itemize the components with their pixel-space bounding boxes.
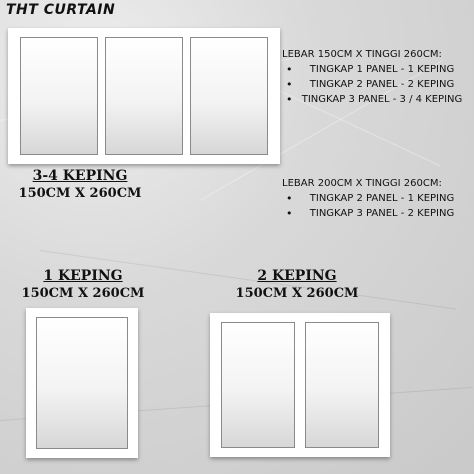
window-pane (20, 37, 98, 155)
spec-item: • TINGKAP 3 PANEL - 2 KEPING (286, 207, 455, 220)
spec-item: • TINGKAP 3 PANEL - 3 / 4 KEPING (286, 93, 463, 106)
window-pane (105, 37, 183, 155)
window-pane (190, 37, 268, 155)
three-panel-window (8, 28, 280, 164)
two-panel-caption (222, 268, 372, 301)
brand-logo: THT CURTAIN (6, 2, 116, 18)
spec-block-150 (282, 47, 472, 107)
spec-heading: LEBAR 150CM X TINGGI 260CM: (282, 49, 442, 60)
three-panel-title: 3-4 KEPING (32, 168, 128, 184)
two-panel-size: 150CM X 260CM (235, 286, 359, 301)
window-pane (305, 322, 379, 448)
spec-heading: LEBAR 200CM X TINGGI 260CM: (282, 178, 442, 189)
three-panel-caption (10, 168, 150, 201)
three-panel-size: 150CM X 260CM (18, 186, 142, 201)
one-panel-window (26, 308, 138, 458)
spec-item: • TINGKAP 1 PANEL - 1 KEPING (286, 63, 455, 76)
window-pane (221, 322, 295, 448)
spec-block-200 (282, 176, 472, 221)
one-panel-caption (18, 268, 148, 301)
window-pane (36, 317, 128, 449)
spec-item: • TINGKAP 2 PANEL - 1 KEPING (286, 192, 455, 205)
two-panel-title: 2 KEPING (257, 268, 337, 284)
spec-item: • TINGKAP 2 PANEL - 2 KEPING (286, 78, 455, 91)
one-panel-title: 1 KEPING (43, 268, 123, 284)
one-panel-size: 150CM X 260CM (21, 286, 145, 301)
two-panel-window (210, 313, 390, 457)
